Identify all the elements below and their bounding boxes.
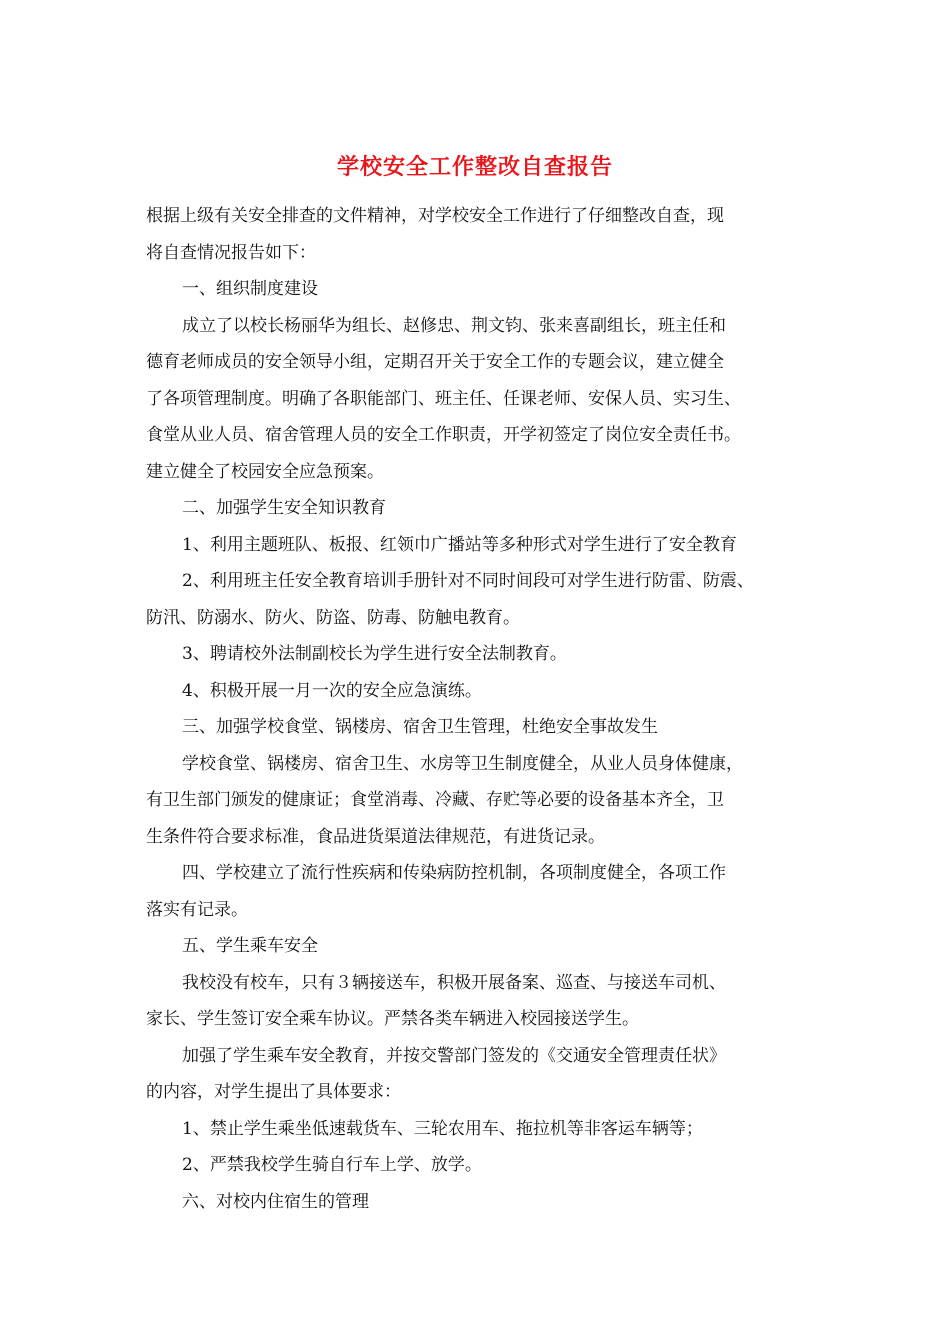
paragraph-line: 2、严禁我校学生骑自行车上学、放学。 <box>182 1155 482 1175</box>
paragraph-line: 有卫生部门颁发的健康证；食堂消毒、冷藏、存贮等必要的设备基本齐全，卫 <box>146 790 724 810</box>
paragraph-line: 学校食堂、锅楼房、宿舍卫生、水房等卫生制度健全，从业人员身体健康， <box>182 753 743 774</box>
paragraph-line: 根据上级有关安全排查的文件精神，对学校安全工作进行了仔细整改自查，现 <box>146 206 724 226</box>
paragraph-line: 的内容，对学生提出了具体要求： <box>146 1082 401 1102</box>
paragraph-line: 德育老师成员的安全领导小组，定期召开关于安全工作的专题会议，建立健全 <box>146 352 724 372</box>
paragraph-line: 家长、学生签订安全乘车协议。严禁各类车辆进入校园接送学生。 <box>146 1009 639 1029</box>
paragraph-line: 3、聘请校外法制副校长为学生进行安全法制教育。 <box>182 644 567 664</box>
paragraph-line: 1、禁止学生乘坐低速载货车、三轮农用车、拖拉机等非客运车辆等； <box>182 1118 703 1139</box>
paragraph-line: 三、加强学校食堂、锅楼房、宿舍卫生管理，杜绝安全事故发生 <box>182 717 658 737</box>
paragraph-line: 我校没有校车，只有３辆接送车，积极开展备案、巡查、与接送车司机、 <box>182 972 726 993</box>
paragraph-line: 四、学校建立了流行性疾病和传染病防控机制，各项制度健全，各项工作 <box>182 863 726 883</box>
document-title: 学校安全工作整改自查报告 <box>336 154 613 180</box>
paragraph-line: 落实有记录。 <box>146 899 248 920</box>
paragraph-line: 五、学生乘车安全 <box>182 936 318 956</box>
paragraph-line: 防汛、防溺水、防火、防盗、防毒、防触电教育。 <box>146 607 520 628</box>
paragraph-line: 2、利用班主任安全教育培训手册针对不同时间段可对学生进行防雷、防震、 <box>182 571 754 591</box>
paragraph-line: 1、利用主题班队、板报、红领巾广播站等多种形式对学生进行了安全教育 <box>182 534 737 555</box>
paragraph-line: 成立了以校长杨丽华为组长、赵修忠、荆文钧、张来喜副组长，班主任和 <box>182 315 726 336</box>
paragraph-line: 六、对校内住宿生的管理 <box>182 1191 369 1212</box>
paragraph-line: 将自查情况报告如下： <box>146 242 316 263</box>
paragraph-line: 一、组织制度建设 <box>182 279 318 299</box>
paragraph-line: 二、加强学生安全知识教育 <box>182 498 386 518</box>
paragraph-line: 加强了学生乘车安全教育，并按交警部门签发的《交通安全管理责任状》 <box>182 1045 726 1066</box>
paragraph-line: 建立健全了校园安全应急预案。 <box>146 461 384 482</box>
document-body <box>146 198 826 1220</box>
paragraph-line: 食堂从业人员、宿舍管理人员的安全工作职责，开学初签定了岗位安全责任书。 <box>146 425 741 445</box>
paragraph-line: 生条件符合要求标准，食品进货渠道法律规范，有进货记录。 <box>146 826 605 847</box>
paragraph-line: 4、积极开展一月一次的安全应急演练。 <box>182 680 482 701</box>
paragraph-line: 了各项管理制度。明确了各职能部门、班主任、任课老师、安保人员、实习生、 <box>146 388 741 409</box>
